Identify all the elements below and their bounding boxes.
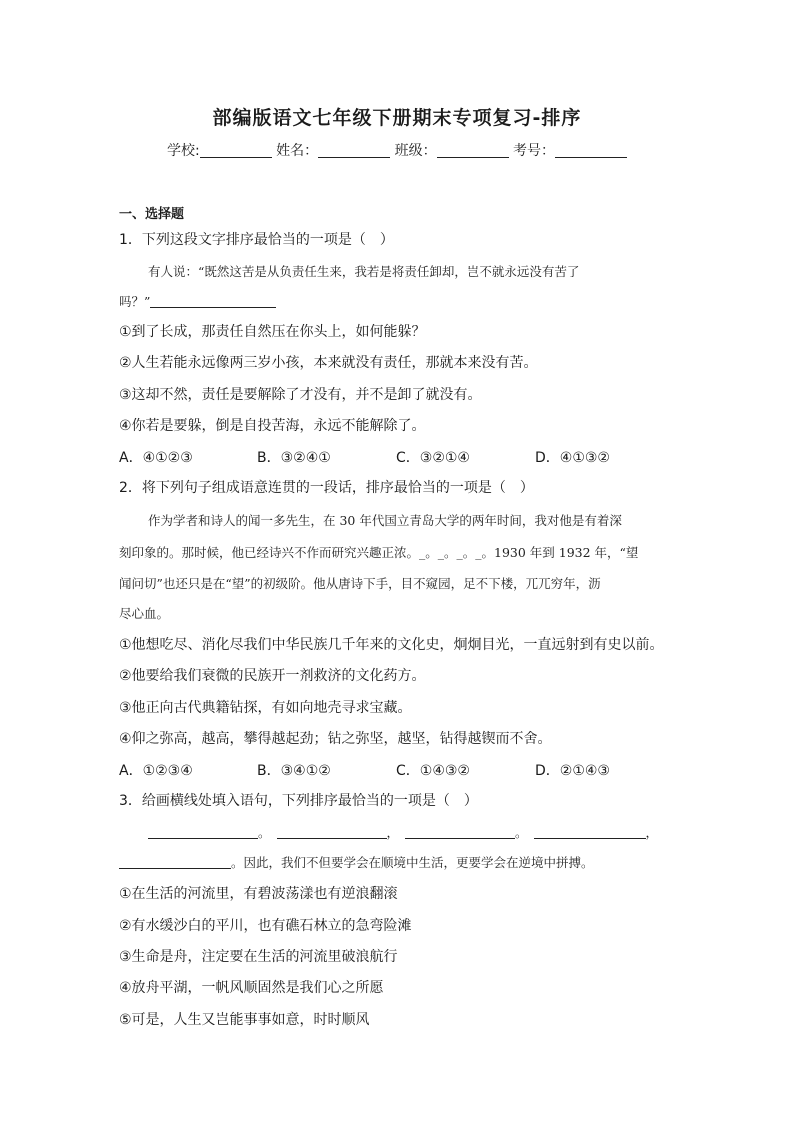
choice-c[interactable]: C．③②①④	[396, 450, 470, 466]
page-title: 部编版语文七年级下册期末专项复习-排序	[212, 107, 582, 129]
list-item: ③这却不然，责任是要解除了才没有，并不是卸了就没有。	[119, 387, 482, 403]
passage-end-text: 。因此，我们不但要学会在顺境中生活，更要学会在逆境中拼搏。	[231, 855, 594, 870]
choice-b[interactable]: B．③④①②	[257, 763, 331, 779]
answer-blank	[150, 294, 276, 308]
choice-a[interactable]: A．①②③④	[119, 763, 193, 779]
punctuation: 。	[515, 825, 528, 840]
question-3-stem: 3．给画横线处填入语句，下列排序最恰当的一项是（ ）	[119, 793, 478, 809]
choice-b[interactable]: B．③②④①	[257, 450, 331, 466]
question-2-stem: 2．将下列句子组成语意连贯的一段话，排序最恰当的一项是（ ）	[119, 480, 534, 496]
list-item: ③他正向古代典籍钻探，有如向地壳寻求宝藏。	[119, 700, 412, 716]
passage-end-text: 吗？”	[119, 294, 151, 309]
fill-blank	[148, 825, 258, 839]
class-label: 班级：	[394, 143, 437, 159]
choice-d[interactable]: D．④①③②	[535, 450, 610, 466]
question-3-passage-end	[119, 853, 594, 871]
question-2-passage-line: 刻印象的。那时候，他已经诗兴不作而研究兴趣正浓。_。_。_。_。1930 年到 1932 年，“望	[119, 545, 639, 560]
choice-c[interactable]: C．①④③②	[396, 763, 470, 779]
school-blank	[200, 143, 272, 158]
section-heading: 一、选择题	[119, 207, 185, 222]
question-2-passage-line: 作为学者和诗人的闻一多先生，在 30 年代国立青岛大学的两年时间，我对他是有着深	[148, 513, 622, 528]
question-1-stem: 1．下列这段文字排序最恰当的一项是（ ）	[119, 232, 394, 248]
list-item: ③生命是舟，注定要在生活的河流里破浪航行	[119, 949, 398, 965]
question-1-passage-end	[119, 292, 276, 310]
list-item: ②他要给我们衰微的民族开一剂救济的文化药方。	[119, 668, 426, 684]
name-label: 姓名：	[276, 143, 319, 159]
question-2-passage-line: 尽心血。	[119, 606, 170, 621]
choice-d[interactable]: D．②①④③	[535, 763, 610, 779]
list-item: ④仰之弥高，越高，攀得越起劲；钻之弥坚，越坚，钻得越锲而不舍。	[119, 731, 552, 747]
fill-blank	[119, 855, 231, 869]
question-1-passage: 有人说：“既然这苦是从负责任生来，我若是将责任卸却，岂不就永远没有苦了	[148, 264, 580, 279]
list-item: ②有水缓沙白的平川，也有礁石林立的急弯险滩	[119, 918, 412, 934]
question-3-blanks-row	[148, 823, 658, 841]
class-blank	[437, 143, 509, 158]
punctuation: 。	[258, 825, 271, 840]
punctuation: ，	[645, 825, 659, 840]
list-item: ①他想吃尽、消化尽我们中华民族几千年来的文化史，炯炯目光，一直远射到有史以前。	[119, 637, 664, 653]
list-item: ④放舟平湖，一帆风顺固然是我们心之所愿	[119, 980, 384, 996]
list-item: ⑤可是，人生又岂能事事如意，时时顺风	[119, 1012, 370, 1028]
punctuation: ，	[386, 825, 400, 840]
school-label: 学校:	[166, 143, 200, 159]
question-2-passage-line: 闻问切”也还只是在“望”的初级阶。他从唐诗下手，目不窥园，足不下楼，兀兀穷年，沥	[119, 576, 601, 591]
student-info-row	[0, 140, 794, 160]
number-blank	[555, 143, 627, 158]
fill-blank	[277, 825, 387, 839]
choice-a[interactable]: A．④①②③	[119, 450, 193, 466]
number-label: 考号：	[513, 143, 556, 159]
name-blank	[318, 143, 390, 158]
fill-blank	[534, 825, 646, 839]
list-item: ②人生若能永远像两三岁小孩，本来就没有责任，那就本来没有苦。	[119, 355, 538, 371]
list-item: ①在生活的河流里，有碧波荡漾也有逆浪翻滚	[119, 886, 398, 902]
list-item: ④你若是要躲，倒是自投苦海，永远不能解除了。	[119, 418, 426, 434]
fill-blank	[405, 825, 515, 839]
list-item: ①到了长成，那责任自然压在你头上，如何能躲？	[119, 324, 426, 340]
